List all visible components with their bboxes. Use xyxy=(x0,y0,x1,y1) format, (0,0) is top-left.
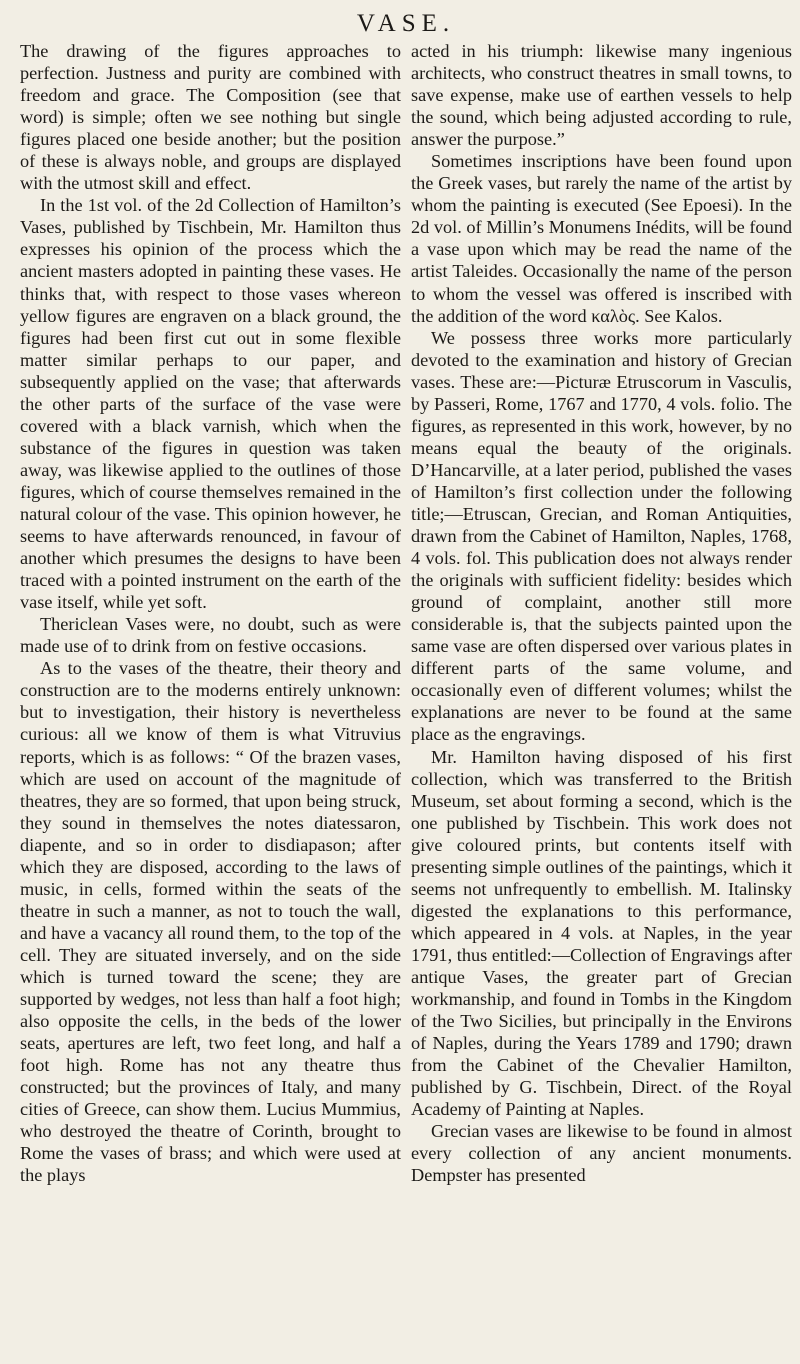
left-column xyxy=(20,40,401,1186)
running-head: VASE. xyxy=(356,10,456,37)
right-column xyxy=(411,40,792,1186)
paragraph: Mr. Hamilton having disposed of his first collection, which was transferred to the British Museum, set about forming a second, which is the one published by Tischbein. This work does not give coloured prints, but contents itself with presenting simple outlines of the paintings, which it seems not unfrequently to embellish. M. Italinsky digested the explanations to this performance, which appeared in 4 vols. at Naples, in the year 1791, thus entitled:—Collection of Engravings after antique Vases, the greater part of Grecian workmanship, and found in Tombs in the Kingdom of the Two Sicilies, but principally in the Environs of Naples, during the Years 1789 and 1790; drawn from the Cabinet of the Chevalier Hamilton, published by G. Tischbein, Direct. of the Royal Academy of Painting at Naples. xyxy=(411,746,792,1120)
paragraph: Grecian vases are likewise to be found in almost every collection of any ancient monuments. Dempster has presented xyxy=(411,1121,792,1186)
paragraph: acted in his triumph: likewise many ingenious architects, who construct theatres in small towns, to save expense, make use of earthen vessels to help the sound, which being adjusted according to rule, answer the purpose.” xyxy=(411,41,792,150)
paragraph: Thericlean Vases were, no doubt, such as were made use of to drink from on festive occasions. xyxy=(20,614,401,657)
paragraph: In the 1st vol. of the 2d Collection of Hamilton’s Vases, published by Tischbein, Mr. Hamilton thus expresses his opinion of the process which the ancient masters adopted in painting these vases. He thinks that, with respect to those vases whereon yellow figures are engraven on a black ground, the figures had been first cut out in some flexible matter similar perhaps to our paper, and subsequently applied on the vase; that afterwards the other parts of the surface of the vase were covered with a black varnish, which when the substance of the figures in question was taken away, was likewise applied to the outlines of those figures, which of course themselves remained in the natural colour of the vase. This opinion however, he seems to have afterwards renounced, in favour of another which presumes the designs to have been traced with a pointed instrument on the earth of the vase itself, while yet soft. xyxy=(20,195,401,613)
paragraph: Sometimes inscriptions have been found upon the Greek vases, but rarely the name of the artist by whom the painting is executed (See Epoesi). In the 2d vol. of Millin’s Monumens Inédits, will be found a vase upon which may be read the name of the artist Taleides. Occasionally the name of the person to whom the vessel was offered is inscribed with the addition of the word καλὸς. See Kalos. xyxy=(411,151,792,326)
paragraph: We possess three works more particularly devoted to the examination and history of Grecian vases. These are:—Picturæ Etruscorum in Vasculis, by Passeri, Rome, 1767 and 1770, 4 vols. folio. The figures, as represented in this work, however, by no means equal the beauty of the originals. D’Hancarville, at a later period, published the vases of Hamilton’s first collection under the following title;—Etruscan, Grecian, and Roman Antiquities, drawn from the Cabinet of Hamilton, Naples, 1768, 4 vols. fol. This publication does not always render the originals with sufficient fidelity: besides which ground of complaint, another still more considerable is, that the subjects painted upon the same vase are often dispersed over various plates in different parts of the same volume, and occasionally even of different volumes; whilst the explanations are never to be found at the same place as the engravings. xyxy=(411,327,792,745)
paragraph: As to the vases of the theatre, their theory and construction are to the moderns entirely unknown: but to investigation, their history is nevertheless curious: all we know of them is what Vitruvius reports, which is as follows: “ Of the brazen vases, which are used on account of the magnitude of theatres, they are so formed, that upon being struck, they sound in themselves the notes diatessaron, diapente, and so in order to disdiapason; after which they are disposed, according to the laws of music, in cells, formed within the seats of the theatre in such a manner, as not to touch the wall, and have a vacancy all round them, to the top of the cell. They are situated inversely, and on the side which is turned toward the scene; they are supported by wedges, not less than half a foot high; also opposite the cells, in the beds of the lower seats, apertures are left, two feet long, and half a foot high. Rome has not any theatre thus constructed; but the provinces of Italy, and many cities of Greece, can show them. Lucius Mummius, who destroyed the theatre of Corinth, brought to Rome the vases of brass; and which were used at the plays xyxy=(20,658,401,1186)
paragraph: The drawing of the figures approaches to perfection. Justness and purity are combined with freedom and grace. The Composition (see that word) is simple; often we see nothing but single figures placed one beside another; but the position of these is always noble, and groups are displayed with the utmost skill and effect. xyxy=(20,41,401,194)
text-columns xyxy=(20,40,792,1186)
